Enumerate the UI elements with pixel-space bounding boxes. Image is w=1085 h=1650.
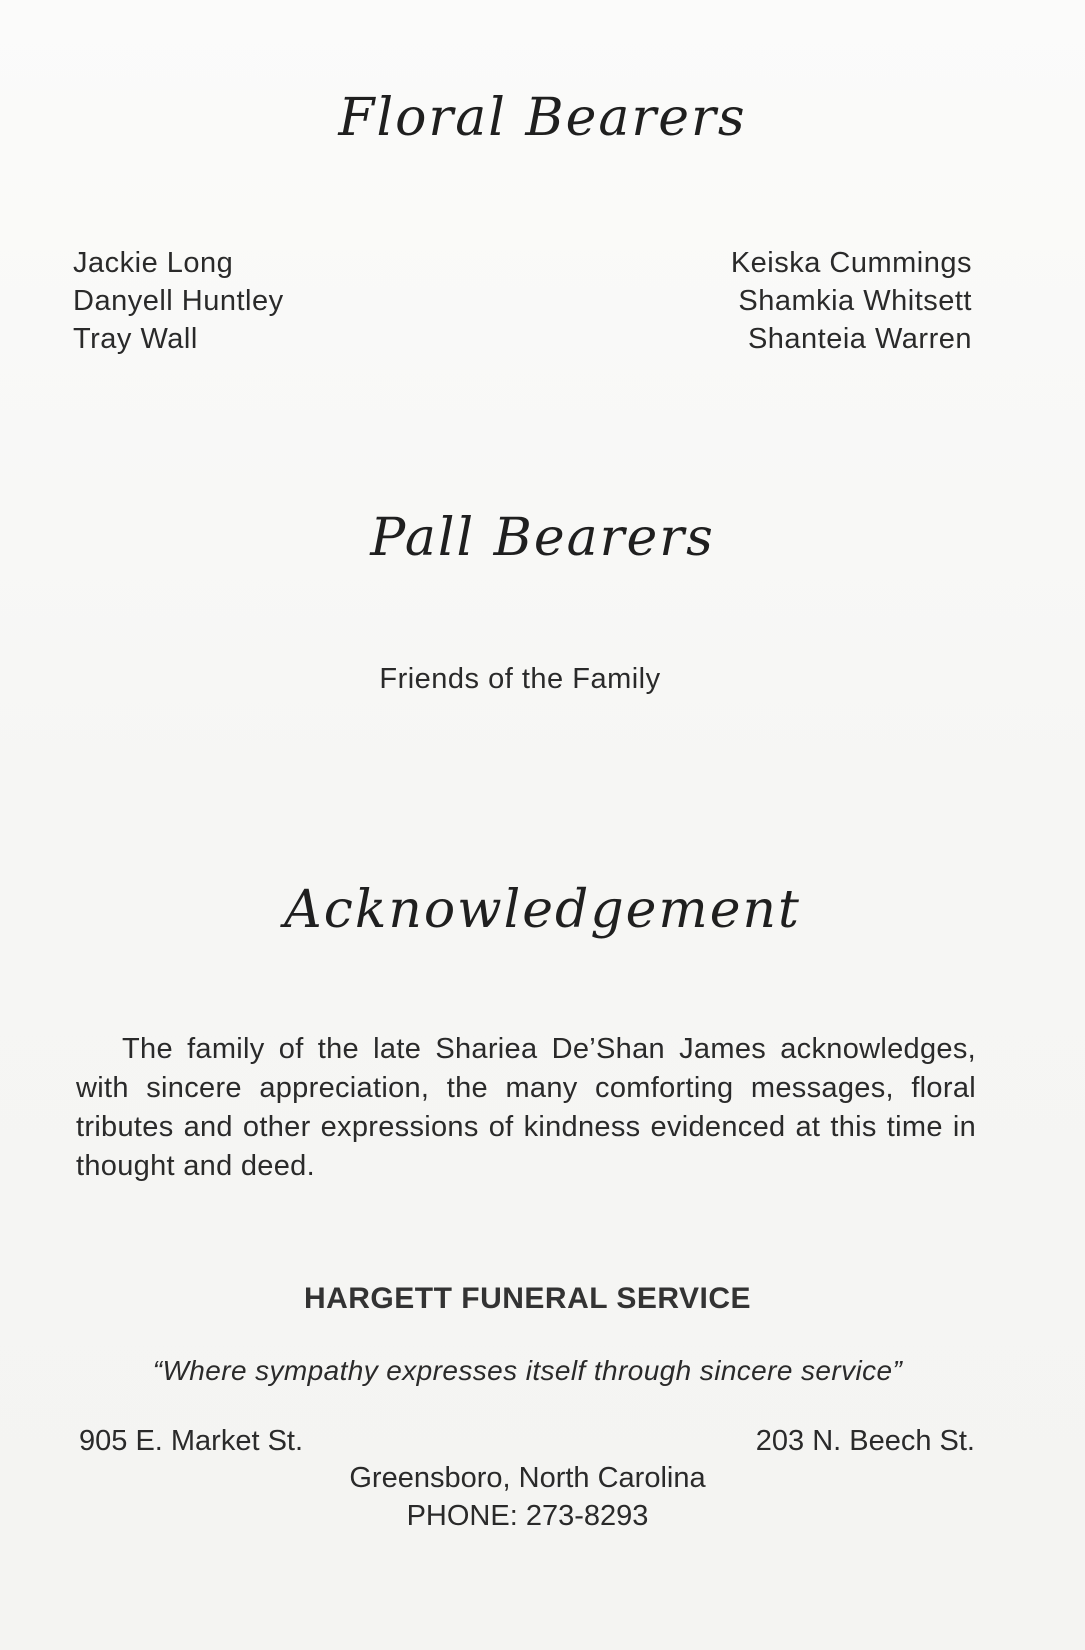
funeral-service-tagline: “Where sympathy expresses itself through sincere service” bbox=[152, 1355, 903, 1386]
pall-bearers-heading: Pall Bearers bbox=[370, 508, 715, 568]
pall-bearers-text: Friends of the Family bbox=[379, 663, 661, 695]
floral-bearers-right-list bbox=[731, 244, 972, 358]
floral-bearers-left-list bbox=[73, 244, 284, 358]
floral-bearer-name: Shamkia Whitsett bbox=[738, 285, 972, 317]
floral-bearer-name: Keiska Cummings bbox=[730, 247, 972, 279]
floral-bearer-name: Jackie Long bbox=[73, 247, 234, 279]
floral-bearers-heading: Floral Bearers bbox=[338, 88, 747, 148]
floral-bearer-name: Tray Wall bbox=[73, 323, 198, 355]
funeral-service-name: HARGETT FUNERAL SERVICE bbox=[303, 1282, 752, 1315]
address-market-st: 905 E. Market St. bbox=[79, 1425, 304, 1457]
phone-number: PHONE: 273-8293 bbox=[406, 1500, 649, 1532]
acknowledgement-body: The family of the late Shariea De’Shan James acknowledges, with sincere appreciation, the many comforting messages, floral tributes and other expressions of kindness evidenced at this time in thought and deed. bbox=[76, 1033, 976, 1182]
acknowledgement-heading: Acknowledgement bbox=[284, 880, 801, 940]
floral-bearer-name: Danyell Huntley bbox=[73, 285, 284, 317]
floral-bearer-name: Shanteia Warren bbox=[747, 323, 972, 355]
address-beech-st: 203 N. Beech St. bbox=[755, 1425, 975, 1457]
city-state: Greensboro, North Carolina bbox=[349, 1462, 706, 1494]
